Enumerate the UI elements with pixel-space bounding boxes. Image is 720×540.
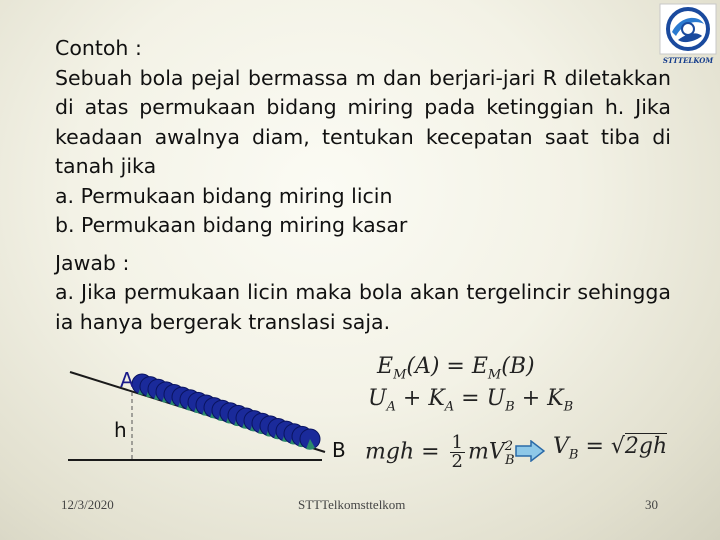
footer-center: STTTelkomsttelkom bbox=[298, 497, 406, 512]
point-b-label: B bbox=[332, 438, 346, 462]
logo-text: STTTELKOM bbox=[662, 56, 714, 65]
list-item: b. Permukaan bidang miring kasar bbox=[55, 213, 408, 237]
example-heading: Contoh : bbox=[55, 36, 142, 60]
problem-statement: Sebuah bola pejal bermassa m dan berjari-jari R diletakkan di atas permukaan bidang miring pada ketinggian h. Jika keadaan awalnya diam, tentukan kecepatan saat tiba di tanah jika bbox=[55, 65, 671, 178]
height-label: h bbox=[114, 418, 127, 442]
page-number: 30 bbox=[645, 497, 658, 512]
answer-text: a. Jika permukaan licin maka bola akan tergelincir sehingga ia hanya bergerak translasi saja. bbox=[55, 280, 671, 334]
point-a-label: A bbox=[120, 368, 134, 392]
answer-heading: Jawab : bbox=[55, 250, 130, 275]
equation-potential-kinetic: $U_A + K_A = U_B + K_B$ bbox=[368, 386, 574, 415]
equation-mgh: mgh = $\frac{1}{2}$ $mV^2_B$ bbox=[365, 432, 515, 472]
footer-date: 12/3/2020 bbox=[61, 497, 114, 512]
equation-energy: $E_M(A) = E_M(B)$ bbox=[377, 354, 535, 383]
ball bbox=[300, 429, 320, 450]
fraction-half: $\frac{1}{2}$ bbox=[451, 432, 463, 472]
slide-content bbox=[55, 34, 671, 337]
arrow-right-icon bbox=[515, 440, 545, 462]
equation-velocity: $V_B = √2gh$ bbox=[553, 434, 668, 463]
list-item: a. Permukaan bidang miring licin bbox=[55, 183, 393, 208]
incline-diagram bbox=[60, 360, 360, 470]
ball-sequence bbox=[132, 374, 320, 450]
